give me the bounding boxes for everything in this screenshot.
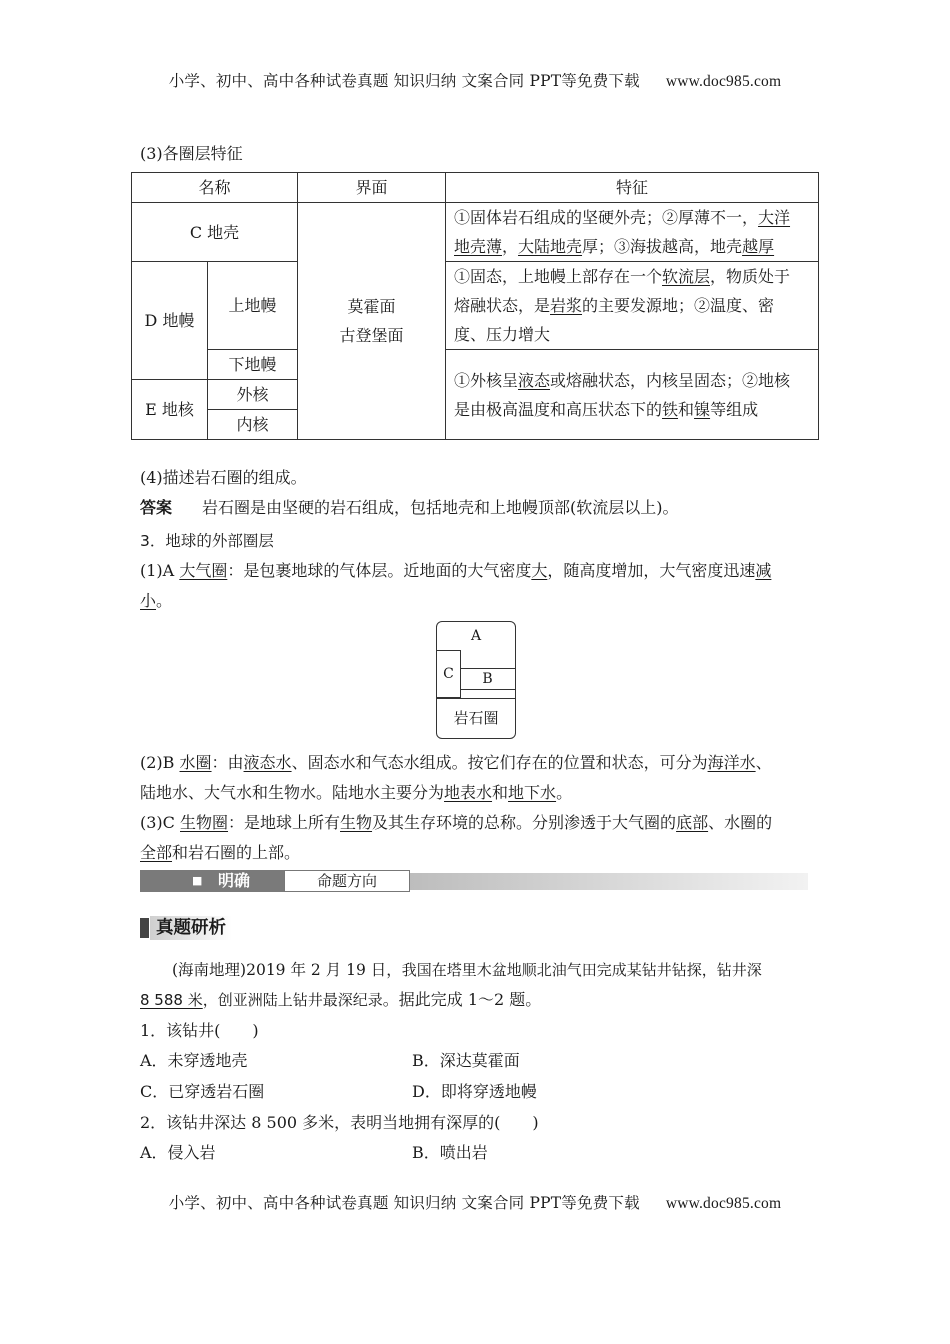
- intro-line1: (海南地理)2019 年 2 月 19 日，我国在塔里木盆地顺北油气田完成某钻井钻探，钻井深: [172, 961, 762, 979]
- q2-option-b[interactable]: B．喷出岩: [412, 1143, 488, 1162]
- diagram-label-lithosphere: 岩石圈: [437, 698, 515, 739]
- lower-mantle-cell: 下地幔: [208, 350, 298, 380]
- crust-cell: C 地壳: [132, 203, 298, 262]
- question-2-stem: 2．该钻井深达 8 500 多米，表明当地拥有深厚的( ): [140, 1113, 539, 1132]
- banner-dark-text: 明确: [218, 871, 251, 890]
- diagram-label-c: C: [437, 650, 461, 698]
- page-header: [0, 69, 950, 91]
- banner-light-text: 命题方向: [284, 870, 410, 892]
- outer-p3-line1: (3)C 生物圈：是地球上所有生物及其生存环境的总称。分别渗透于大气圈的底部、水圈的: [140, 813, 773, 832]
- outer-p2-line2: 陆地水、大气水和生物水。陆地水主要分为地表水和地下水。: [140, 783, 573, 802]
- header-site[interactable]: www.doc985.com: [665, 73, 782, 90]
- interface-gutenberg: 古登堡面: [339, 326, 404, 345]
- outer-p1-line2: 小。: [140, 591, 173, 610]
- q1-option-c[interactable]: C．已穿透岩石圈: [140, 1082, 265, 1101]
- intro-line2: 8 588 米，创亚洲陆上钻井最深纪录。据此完成 1～2 题。: [140, 990, 542, 1009]
- header-text: 小学、初中、高中各种试卷真题 知识归纳 文案合同 PPT等免费下载: [168, 72, 640, 90]
- col-header-interface: 界面: [298, 173, 446, 203]
- core-cell: E 地核: [132, 380, 208, 440]
- crust-feature: ①固体岩石组成的坚硬外壳；②厚薄不一，大洋 地壳薄，大陆地壳厚；③海拔越高，地壳越厚: [446, 203, 819, 262]
- spheres-diagram: [436, 621, 516, 739]
- inner-core-cell: 内核: [208, 410, 298, 440]
- research-title: 真题研析: [150, 916, 232, 940]
- q1-option-d[interactable]: D．即将穿透地幔: [412, 1082, 537, 1101]
- layers-table: [131, 172, 819, 440]
- interface-moho: 莫霍面: [347, 297, 396, 316]
- outer-p3-line2: 全部和岩石圈的上部。: [140, 843, 301, 862]
- research-bar-icon: [140, 918, 149, 938]
- answer-label: 答案: [140, 498, 173, 517]
- banner-fade: [410, 873, 808, 890]
- outer-p1-line1: (1)A 大气圈：是包裹地球的气体层。近地面的大气密度大，随高度增加，大气密度迅速减: [140, 561, 772, 580]
- core-feature: ①外核呈液态或熔融状态，内核呈固态；②地核 是由极高温度和高压状态下的铁和镍等组成: [446, 350, 819, 440]
- section3-title: (3)各圈层特征: [140, 144, 243, 163]
- interface-cell: [298, 203, 446, 440]
- section4-answer: [140, 497, 820, 519]
- banner-square-icon: ■: [192, 874, 203, 887]
- banner-dark: [140, 870, 284, 892]
- mantle-cell: D 地幔: [132, 262, 208, 380]
- q1-option-a[interactable]: A．未穿透地壳: [140, 1051, 248, 1070]
- mantle-feature: ①固态，上地幔上部存在一个软流层，物质处于 熔融状态，是岩浆的主要发源地；②温度、密 度、压力增大: [446, 262, 819, 350]
- page-footer: [0, 1191, 950, 1213]
- question-1-stem: 1．该钻井( ): [140, 1021, 259, 1040]
- direction-banner: [140, 870, 808, 892]
- col-header-feature: 特征: [446, 173, 819, 203]
- footer-site[interactable]: www.doc985.com: [665, 1195, 782, 1212]
- diagram-label-b: B: [460, 668, 515, 690]
- q2-option-a[interactable]: A．侵入岩: [140, 1143, 216, 1162]
- footer-text: 小学、初中、高中各种试卷真题 知识归纳 文案合同 PPT等免费下载: [168, 1194, 640, 1212]
- col-header-name: 名称: [132, 173, 298, 203]
- section4-question: (4)描述岩石圈的组成。: [140, 468, 307, 487]
- diagram-label-a: A: [470, 628, 482, 644]
- outer-p2-line1: (2)B 水圈：由液态水、固态水和气态水组成。按它们存在的位置和状态，可分为海洋水、: [140, 753, 772, 772]
- outer-heading: 3．地球的外部圈层: [140, 532, 274, 550]
- answer-text: 岩石圈是由坚硬的岩石组成，包括地壳和上地幔顶部(软流层以上)。: [202, 498, 679, 517]
- upper-mantle-cell: 上地幔: [208, 262, 298, 350]
- q1-option-b[interactable]: B．深达莫霍面: [412, 1051, 520, 1070]
- outer-core-cell: 外核: [208, 380, 298, 410]
